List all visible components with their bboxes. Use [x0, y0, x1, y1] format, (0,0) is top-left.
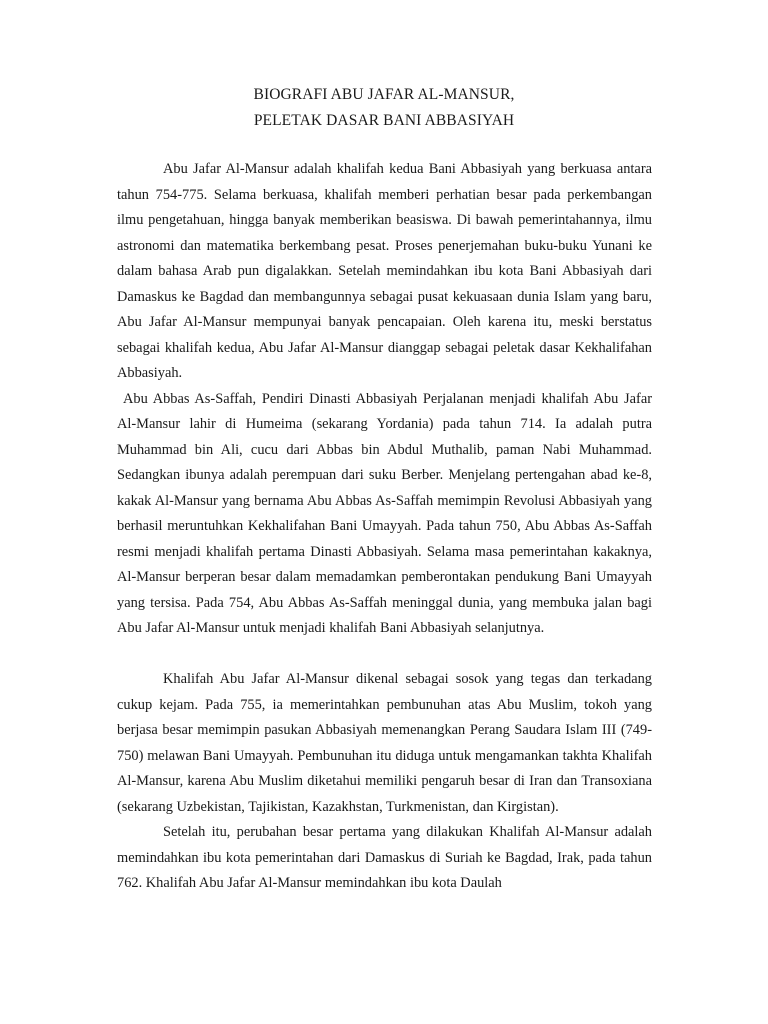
paragraph-2: Abu Abbas As-Saffah, Pendiri Dinasti Abbasiyah Perjalanan menjadi khalifah Abu Jafar Al-Mansur lahir di Humeima (sekarang Yordania) pada tahun 714. Ia adalah putra Muhammad bin Ali, cucu dari Abbas bin Abdul Muthalib, paman Nabi Muhammad. Sedangkan ibunya adalah perempuan dari suku Berber. Menjelang pertengahan abad ke-8, kakak Al-Mansur yang bernama Abu Abbas As-Saffah memimpin Revolusi Abbasiyah yang berhasil meruntuhkan Kekhalifahan Bani Umayyah. Pada tahun 750, Abu Abbas As-Saffah resmi menjadi khalifah pertama Dinasti Abbasiyah. Selama masa pemerintahan kakaknya, Al-Mansur berperan besar dalam memadamkan pemberontakan pendukung Bani Umayyah yang tersisa. Pada 754, Abu Abbas As-Saffah meninggal dunia, yang membuka jalan bagi Abu Jafar Al-Mansur untuk menjadi khalifah Bani Abbasiyah selanjutnya.	[117, 390, 652, 636]
paragraph-4: Setelah itu, perubahan besar pertama yang dilakukan Khalifah Al-Mansur adalah memindahkan ibu kota pemerintahan dari Damaskus di Suriah ke Bagdad, Irak, pada tahun 762. Khalifah Abu Jafar Al-Mansur memindahkan ibu kota Daulah	[117, 824, 652, 891]
paragraph-1: Abu Jafar Al-Mansur adalah khalifah kedua Bani Abbasiyah yang berkuasa antara tahun 754-775. Selama berkuasa, khalifah memberi perhatian besar pada perkembangan ilmu pengetahuan, hingga banyak memberikan beasiswa. Di bawah pemerintahannya, ilmu astronomi dan matematika berkembang pesat. Proses penerjemahan buku-buku Yunani ke dalam bahasa Arab pun digalakkan. Setelah memindahkan ibu kota Bani Abbasiyah dari Damaskus ke Bagdad dan membangunnya sebagai pusat kekuasaan dunia Islam yang baru, Abu Jafar Al-Mansur mempunyai banyak pencapaian. Oleh karena itu, meski berstatus sebagai khalifah kedua, Abu Jafar Al-Mansur dianggap sebagai peletak dasar Kekhalifahan Abbasiyah.	[117, 161, 652, 381]
document-title-line-2: PELETAK DASAR BANI ABBASIYAH	[253, 112, 515, 129]
paragraph-3: Khalifah Abu Jafar Al-Mansur dikenal sebagai sosok yang tegas dan terkadang cukup kejam. Pada 755, ia memerintahkan pembunuhan atas Abu Muslim, tokoh yang berjasa besar memimpin pasukan Abbasiyah memenangkan Perang Saudara Islam III (749-750) melawan Bani Umayyah. Pembunuhan itu diduga untuk mengamankan takhta Khalifah Al-Mansur, karena Abu Muslim diketahui memiliki pengaruh besar di Iran dan Transoxiana (sekarang Uzbekistan, Tajikistan, Kazakhstan, Turkmenistan, dan Kirgistan).	[117, 671, 652, 815]
document-title-line-1: BIOGRAFI ABU JAFAR AL-MANSUR,	[253, 86, 515, 103]
document-body	[117, 157, 652, 897]
